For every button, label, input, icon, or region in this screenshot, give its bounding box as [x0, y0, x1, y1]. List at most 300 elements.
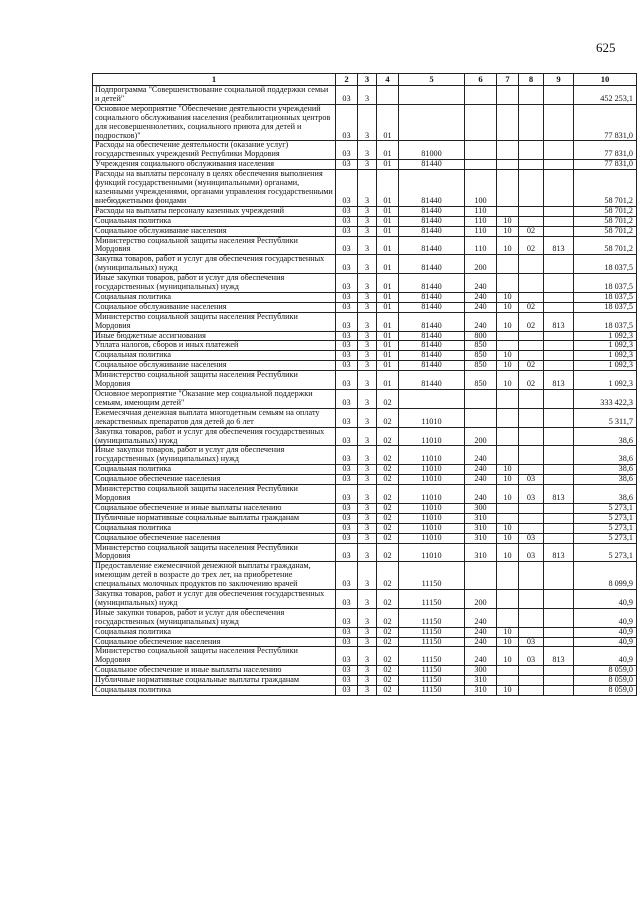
code-cell: 3: [358, 302, 377, 312]
code-cell: 03: [336, 341, 358, 351]
code-cell: 3: [358, 503, 377, 513]
code-cell: 02: [377, 485, 399, 504]
header-row: [93, 74, 637, 86]
code-cell: [377, 86, 399, 105]
code-cell: 01: [377, 302, 399, 312]
code-cell: 03: [336, 236, 358, 255]
row-name-cell: Социальная политика: [93, 465, 336, 475]
code-cell: 300: [465, 503, 497, 513]
code-cell: 01: [377, 216, 399, 226]
code-cell: 02: [377, 446, 399, 465]
code-cell: 03: [336, 312, 358, 331]
code-cell: 3: [358, 371, 377, 390]
code-cell: 03: [336, 292, 358, 302]
code-cell: 03: [336, 390, 358, 409]
code-cell: 3: [358, 533, 377, 543]
code-cell: [544, 351, 574, 361]
code-cell: 240: [465, 446, 497, 465]
code-cell: 3: [358, 408, 377, 427]
column-header: 10: [574, 74, 637, 86]
amount-cell: 58 701,2: [574, 226, 637, 236]
code-cell: 11010: [399, 533, 465, 543]
code-cell: 01: [377, 312, 399, 331]
code-cell: [544, 666, 574, 676]
code-cell: 10: [497, 292, 519, 302]
code-cell: 3: [358, 141, 377, 160]
code-cell: 3: [358, 608, 377, 627]
row-name-cell: Министерство социальной защиты населения Республики Мордовия: [93, 236, 336, 255]
code-cell: 11010: [399, 513, 465, 523]
amount-cell: 1 092,3: [574, 331, 637, 341]
code-cell: 240: [465, 608, 497, 627]
code-cell: [519, 341, 544, 351]
amount-cell: 5 273,1: [574, 513, 637, 523]
code-cell: 11010: [399, 465, 465, 475]
code-cell: 3: [358, 686, 377, 696]
code-cell: 81440: [399, 226, 465, 236]
column-header: 8: [519, 74, 544, 86]
column-header: 5: [399, 74, 465, 86]
code-cell: 3: [358, 236, 377, 255]
code-cell: 3: [358, 543, 377, 562]
row-name-cell: Иные закупки товаров, работ и услуг для обеспечения государственных (муниципальных) нужд: [93, 446, 336, 465]
code-cell: 03: [336, 216, 358, 226]
row-name-cell: Социальная политика: [93, 216, 336, 226]
code-cell: [519, 523, 544, 533]
code-cell: 10: [497, 627, 519, 637]
code-cell: [465, 86, 497, 105]
code-cell: 813: [544, 647, 574, 666]
row-name-cell: Иные закупки товаров, работ и услуг для обеспечения государственных (муниципальных) нужд: [93, 274, 336, 293]
code-cell: [519, 666, 544, 676]
row-name-cell: Расходы на выплаты персоналу в целях обеспечения выполнения функций государственными (муниципальными) органами, казенными учреждениями, органами управления государственными внебюджетными фондами: [93, 170, 336, 207]
code-cell: 02: [519, 371, 544, 390]
table-row: [93, 676, 637, 686]
code-cell: 813: [544, 371, 574, 390]
column-header: 2: [336, 74, 358, 86]
code-cell: [544, 216, 574, 226]
row-name-cell: Министерство социальной защиты населения Республики Мордовия: [93, 312, 336, 331]
code-cell: [465, 408, 497, 427]
row-name-cell: Закупка товаров, работ и услуг для обеспечения государственных (муниципальных) нужд: [93, 590, 336, 609]
row-name-cell: Социальное обслуживание населения: [93, 226, 336, 236]
code-cell: 10: [497, 465, 519, 475]
code-cell: 310: [465, 513, 497, 523]
code-cell: 02: [377, 590, 399, 609]
code-cell: 10: [497, 302, 519, 312]
amount-cell: 1 092,3: [574, 341, 637, 351]
code-cell: 01: [377, 141, 399, 160]
code-cell: 02: [377, 686, 399, 696]
code-cell: [399, 390, 465, 409]
code-cell: 3: [358, 627, 377, 637]
code-cell: 850: [465, 371, 497, 390]
code-cell: 3: [358, 351, 377, 361]
code-cell: 02: [519, 302, 544, 312]
amount-cell: 38,6: [574, 465, 637, 475]
code-cell: [544, 608, 574, 627]
code-cell: 240: [465, 647, 497, 666]
code-cell: 3: [358, 160, 377, 170]
code-cell: 10: [497, 361, 519, 371]
code-cell: 03: [336, 160, 358, 170]
code-cell: 200: [465, 427, 497, 446]
code-cell: 3: [358, 255, 377, 274]
table-row: [93, 104, 637, 141]
table-row: [93, 216, 637, 226]
amount-cell: 40,9: [574, 590, 637, 609]
code-cell: [519, 408, 544, 427]
table-row: [93, 543, 637, 562]
code-cell: 03: [336, 408, 358, 427]
row-name-cell: Социальная политика: [93, 523, 336, 533]
table-row: [93, 485, 637, 504]
code-cell: [497, 676, 519, 686]
code-cell: 03: [336, 331, 358, 341]
code-cell: 03: [336, 302, 358, 312]
table-row: [93, 206, 637, 216]
amount-cell: 38,6: [574, 485, 637, 504]
row-name-cell: Расходы на обеспечение деятельности (оказание услуг) государственных учреждений Республики Мордовия: [93, 141, 336, 160]
code-cell: 3: [358, 86, 377, 105]
table-row: [93, 465, 637, 475]
code-cell: 03: [336, 533, 358, 543]
row-name-cell: Социальное обеспечение населения: [93, 533, 336, 543]
code-cell: 3: [358, 274, 377, 293]
amount-cell: 1 092,3: [574, 351, 637, 361]
code-cell: 03: [336, 523, 358, 533]
table-row: [93, 647, 637, 666]
code-cell: 240: [465, 637, 497, 647]
code-cell: 240: [465, 312, 497, 331]
code-cell: 01: [377, 292, 399, 302]
row-name-cell: Иные бюджетные ассигнования: [93, 331, 336, 341]
code-cell: [465, 390, 497, 409]
row-name-cell: Социальное обслуживание населения: [93, 361, 336, 371]
table-row: [93, 627, 637, 637]
code-cell: 03: [336, 446, 358, 465]
code-cell: 10: [497, 523, 519, 533]
code-cell: 3: [358, 562, 377, 590]
amount-cell: 5 311,7: [574, 408, 637, 427]
code-cell: 3: [358, 292, 377, 302]
code-cell: [519, 86, 544, 105]
table-row: [93, 292, 637, 302]
code-cell: [544, 637, 574, 647]
code-cell: 813: [544, 485, 574, 504]
table-row: [93, 160, 637, 170]
code-cell: 10: [497, 236, 519, 255]
code-cell: [497, 274, 519, 293]
code-cell: [519, 104, 544, 141]
row-name-cell: Социальная политика: [93, 351, 336, 361]
code-cell: 01: [377, 160, 399, 170]
code-cell: [399, 86, 465, 105]
code-cell: 02: [519, 312, 544, 331]
code-cell: 03: [519, 533, 544, 543]
amount-cell: 58 701,2: [574, 236, 637, 255]
table-row: [93, 331, 637, 341]
amount-cell: 1 092,3: [574, 361, 637, 371]
row-name-cell: Иные закупки товаров, работ и услуг для обеспечения государственных (муниципальных) нужд: [93, 608, 336, 627]
code-cell: [497, 503, 519, 513]
table-row: [93, 274, 637, 293]
row-name-cell: Подпрограмма "Совершенствование социальной поддержки семьи и детей": [93, 86, 336, 105]
code-cell: 10: [497, 485, 519, 504]
code-cell: [497, 341, 519, 351]
code-cell: [519, 390, 544, 409]
code-cell: 81440: [399, 371, 465, 390]
code-cell: 11010: [399, 475, 465, 485]
code-cell: 11150: [399, 627, 465, 637]
code-cell: 850: [465, 361, 497, 371]
code-cell: 01: [377, 371, 399, 390]
row-name-cell: Министерство социальной защиты населения Республики Мордовия: [93, 543, 336, 562]
code-cell: 02: [519, 361, 544, 371]
code-cell: 300: [465, 666, 497, 676]
table-row: [93, 255, 637, 274]
amount-cell: 38,6: [574, 427, 637, 446]
code-cell: 02: [377, 465, 399, 475]
code-cell: 01: [377, 206, 399, 216]
code-cell: 3: [358, 590, 377, 609]
table-row: [93, 590, 637, 609]
code-cell: [544, 676, 574, 686]
code-cell: 02: [377, 533, 399, 543]
code-cell: 11150: [399, 686, 465, 696]
code-cell: [497, 446, 519, 465]
code-cell: [497, 562, 519, 590]
code-cell: 3: [358, 465, 377, 475]
code-cell: [544, 475, 574, 485]
code-cell: 02: [377, 408, 399, 427]
code-cell: 10: [497, 533, 519, 543]
code-cell: [544, 341, 574, 351]
row-name-cell: Расходы на выплаты персоналу казенных учреждений: [93, 206, 336, 216]
code-cell: 813: [544, 312, 574, 331]
code-cell: 81440: [399, 312, 465, 331]
code-cell: 03: [336, 141, 358, 160]
code-cell: [519, 686, 544, 696]
table-row: [93, 637, 637, 647]
code-cell: [497, 141, 519, 160]
code-cell: 240: [465, 485, 497, 504]
code-cell: 10: [497, 475, 519, 485]
code-cell: 01: [377, 170, 399, 207]
table-row: [93, 341, 637, 351]
amount-cell: 18 037,5: [574, 255, 637, 274]
code-cell: 850: [465, 351, 497, 361]
table-row: [93, 141, 637, 160]
code-cell: 81440: [399, 170, 465, 207]
code-cell: 11150: [399, 562, 465, 590]
code-cell: [519, 216, 544, 226]
code-cell: [497, 170, 519, 207]
row-name-cell: Социальное обеспечение и иные выплаты населению: [93, 666, 336, 676]
table-row: [93, 562, 637, 590]
code-cell: [544, 446, 574, 465]
code-cell: 81440: [399, 274, 465, 293]
table-row: [93, 351, 637, 361]
table-row: [93, 513, 637, 523]
code-cell: 03: [336, 485, 358, 504]
code-cell: 11010: [399, 543, 465, 562]
code-cell: 02: [377, 676, 399, 686]
code-cell: [497, 590, 519, 609]
code-cell: 03: [336, 666, 358, 676]
code-cell: 3: [358, 390, 377, 409]
code-cell: [519, 513, 544, 523]
code-cell: [544, 274, 574, 293]
code-cell: [465, 141, 497, 160]
table-body: [93, 86, 637, 696]
code-cell: 10: [497, 543, 519, 562]
code-cell: [497, 513, 519, 523]
code-cell: [497, 608, 519, 627]
amount-cell: 77 831,0: [574, 160, 637, 170]
column-header: 4: [377, 74, 399, 86]
code-cell: 3: [358, 637, 377, 647]
budget-table: [92, 73, 637, 696]
code-cell: 03: [336, 465, 358, 475]
code-cell: 03: [336, 590, 358, 609]
amount-cell: 40,9: [574, 647, 637, 666]
row-name-cell: Министерство социальной защиты населения Республики Мордовия: [93, 371, 336, 390]
amount-cell: 40,9: [574, 637, 637, 647]
code-cell: 240: [465, 465, 497, 475]
code-cell: [544, 513, 574, 523]
code-cell: [544, 427, 574, 446]
code-cell: 03: [336, 562, 358, 590]
amount-cell: 18 037,5: [574, 302, 637, 312]
code-cell: [497, 206, 519, 216]
code-cell: 03: [336, 475, 358, 485]
code-cell: [544, 523, 574, 533]
code-cell: 110: [465, 226, 497, 236]
code-cell: [544, 141, 574, 160]
code-cell: 02: [377, 543, 399, 562]
code-cell: 02: [377, 647, 399, 666]
code-cell: 310: [465, 686, 497, 696]
amount-cell: 18 037,5: [574, 312, 637, 331]
code-cell: 03: [336, 371, 358, 390]
code-cell: 03: [519, 637, 544, 647]
code-cell: 10: [497, 226, 519, 236]
row-name-cell: Социальная политика: [93, 686, 336, 696]
code-cell: 01: [377, 236, 399, 255]
amount-cell: 1 092,3: [574, 371, 637, 390]
code-cell: [519, 676, 544, 686]
code-cell: [519, 331, 544, 341]
code-cell: 850: [465, 341, 497, 351]
code-cell: 110: [465, 236, 497, 255]
row-name-cell: Социальное обеспечение населения: [93, 637, 336, 647]
amount-cell: 8 059,0: [574, 686, 637, 696]
code-cell: [544, 361, 574, 371]
code-cell: 3: [358, 104, 377, 141]
table-row: [93, 312, 637, 331]
code-cell: 81440: [399, 292, 465, 302]
code-cell: [519, 141, 544, 160]
row-name-cell: Публичные нормативные социальные выплаты гражданам: [93, 513, 336, 523]
table-row: [93, 608, 637, 627]
code-cell: 02: [519, 236, 544, 255]
code-cell: 03: [336, 627, 358, 637]
code-cell: 02: [519, 226, 544, 236]
code-cell: 03: [336, 206, 358, 216]
code-cell: 03: [519, 647, 544, 666]
code-cell: 11010: [399, 408, 465, 427]
amount-cell: 40,9: [574, 627, 637, 637]
code-cell: [519, 465, 544, 475]
code-cell: 03: [336, 427, 358, 446]
code-cell: 11010: [399, 485, 465, 504]
row-name-cell: Основное мероприятие "Обеспечение деятельности учреждений социального обслуживания населения (реабилитационных центров для несовершеннолетних, социального приюта для детей и подростков)": [93, 104, 336, 141]
table-row: [93, 666, 637, 676]
page-number: 625: [596, 40, 616, 55]
code-cell: [544, 160, 574, 170]
column-header: 6: [465, 74, 497, 86]
code-cell: 81440: [399, 351, 465, 361]
code-cell: 03: [336, 226, 358, 236]
code-cell: [519, 427, 544, 446]
code-cell: 3: [358, 647, 377, 666]
table-row: [93, 475, 637, 485]
amount-cell: 8 059,0: [574, 666, 637, 676]
code-cell: 11010: [399, 523, 465, 533]
code-cell: 03: [336, 647, 358, 666]
code-cell: [544, 302, 574, 312]
amount-cell: 333 422,3: [574, 390, 637, 409]
code-cell: 02: [377, 666, 399, 676]
code-cell: 81440: [399, 341, 465, 351]
code-cell: 03: [336, 686, 358, 696]
code-cell: 03: [519, 475, 544, 485]
code-cell: 03: [336, 676, 358, 686]
code-cell: 11150: [399, 637, 465, 647]
amount-cell: 77 831,0: [574, 141, 637, 160]
code-cell: [497, 390, 519, 409]
row-name-cell: Социальное обеспечение населения: [93, 475, 336, 485]
code-cell: 3: [358, 513, 377, 523]
code-cell: 3: [358, 523, 377, 533]
code-cell: 03: [336, 543, 358, 562]
code-cell: 813: [544, 236, 574, 255]
code-cell: 3: [358, 427, 377, 446]
code-cell: 81440: [399, 206, 465, 216]
code-cell: 02: [377, 523, 399, 533]
code-cell: 10: [497, 371, 519, 390]
code-cell: 02: [377, 390, 399, 409]
amount-cell: 58 701,2: [574, 206, 637, 216]
code-cell: [544, 86, 574, 105]
code-cell: 310: [465, 676, 497, 686]
code-cell: 02: [377, 475, 399, 485]
code-cell: 310: [465, 533, 497, 543]
code-cell: [519, 274, 544, 293]
code-cell: 11010: [399, 427, 465, 446]
code-cell: 11150: [399, 647, 465, 666]
code-cell: 81440: [399, 255, 465, 274]
table-row: [93, 408, 637, 427]
code-cell: [544, 533, 574, 543]
code-cell: 02: [377, 637, 399, 647]
code-cell: [465, 562, 497, 590]
code-cell: 03: [336, 255, 358, 274]
row-name-cell: Основное мероприятие "Оказание мер социальной поддержки семьям, имеющим детей": [93, 390, 336, 409]
column-header: 9: [544, 74, 574, 86]
code-cell: [519, 160, 544, 170]
